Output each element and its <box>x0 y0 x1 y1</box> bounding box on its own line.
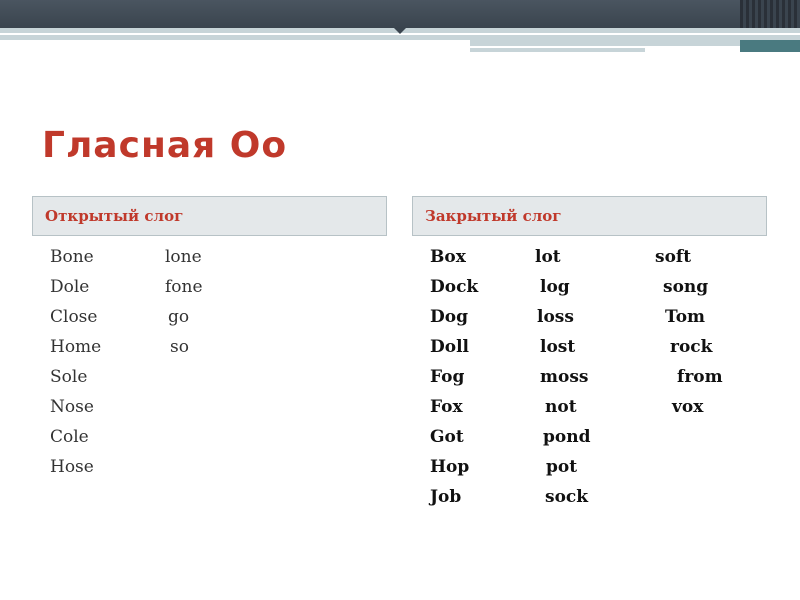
word-row <box>0 392 400 422</box>
word-row <box>0 452 400 482</box>
word: lot <box>535 247 561 267</box>
word: soft <box>655 247 692 267</box>
word: Box <box>430 247 466 267</box>
closed-syllable-header: Закрытый слог <box>412 196 767 236</box>
accent-bar-teal <box>740 40 800 52</box>
word-row <box>400 332 800 362</box>
word-row <box>400 452 800 482</box>
word: Doll <box>430 337 469 357</box>
word: loss <box>537 307 574 327</box>
word-row <box>400 242 800 272</box>
word: rock <box>670 337 713 357</box>
word-row <box>0 362 400 392</box>
word: moss <box>540 367 589 387</box>
word-row <box>400 422 800 452</box>
word: Dock <box>430 277 479 297</box>
slide-title: Гласная Оо <box>42 125 288 166</box>
word-row <box>0 302 400 332</box>
word: sock <box>545 487 589 507</box>
word: Cole <box>50 427 89 447</box>
word: pond <box>543 427 591 447</box>
word: Nose <box>50 397 94 417</box>
word: fone <box>165 277 203 297</box>
word: from <box>677 367 723 387</box>
accent-bar <box>470 40 745 46</box>
word-row <box>0 422 400 452</box>
banner-notch <box>394 28 406 34</box>
word-row <box>400 272 800 302</box>
word: Fog <box>430 367 465 387</box>
word-row <box>0 272 400 302</box>
word: Hop <box>430 457 470 477</box>
word: Dog <box>430 307 468 327</box>
word: go <box>168 307 190 327</box>
word: log <box>540 277 570 297</box>
word: Got <box>430 427 464 447</box>
word: pot <box>546 457 578 477</box>
word: not <box>545 397 577 417</box>
word-row <box>400 482 800 512</box>
word: lone <box>165 247 202 267</box>
top-banner-texture <box>740 0 800 28</box>
word: Hose <box>50 457 94 477</box>
word: Bone <box>50 247 94 267</box>
open-syllable-header: Открытый слог <box>32 196 387 236</box>
word: Dole <box>50 277 90 297</box>
word: Sole <box>50 367 88 387</box>
word: lost <box>540 337 576 357</box>
accent-bar-small <box>470 48 645 52</box>
word: Fox <box>430 397 463 417</box>
open-syllable-word-list <box>0 242 400 482</box>
word-row <box>400 392 800 422</box>
word: Job <box>430 487 462 507</box>
word-row <box>400 362 800 392</box>
word: Home <box>50 337 102 357</box>
top-banner <box>0 0 800 28</box>
word-row <box>0 332 400 362</box>
word: Close <box>50 307 98 327</box>
closed-syllable-word-list <box>400 242 800 512</box>
word: so <box>170 337 189 357</box>
word-row <box>0 242 400 272</box>
word: Tom <box>665 307 706 327</box>
word-row <box>400 302 800 332</box>
word: song <box>663 277 709 297</box>
word: vox <box>672 397 704 417</box>
